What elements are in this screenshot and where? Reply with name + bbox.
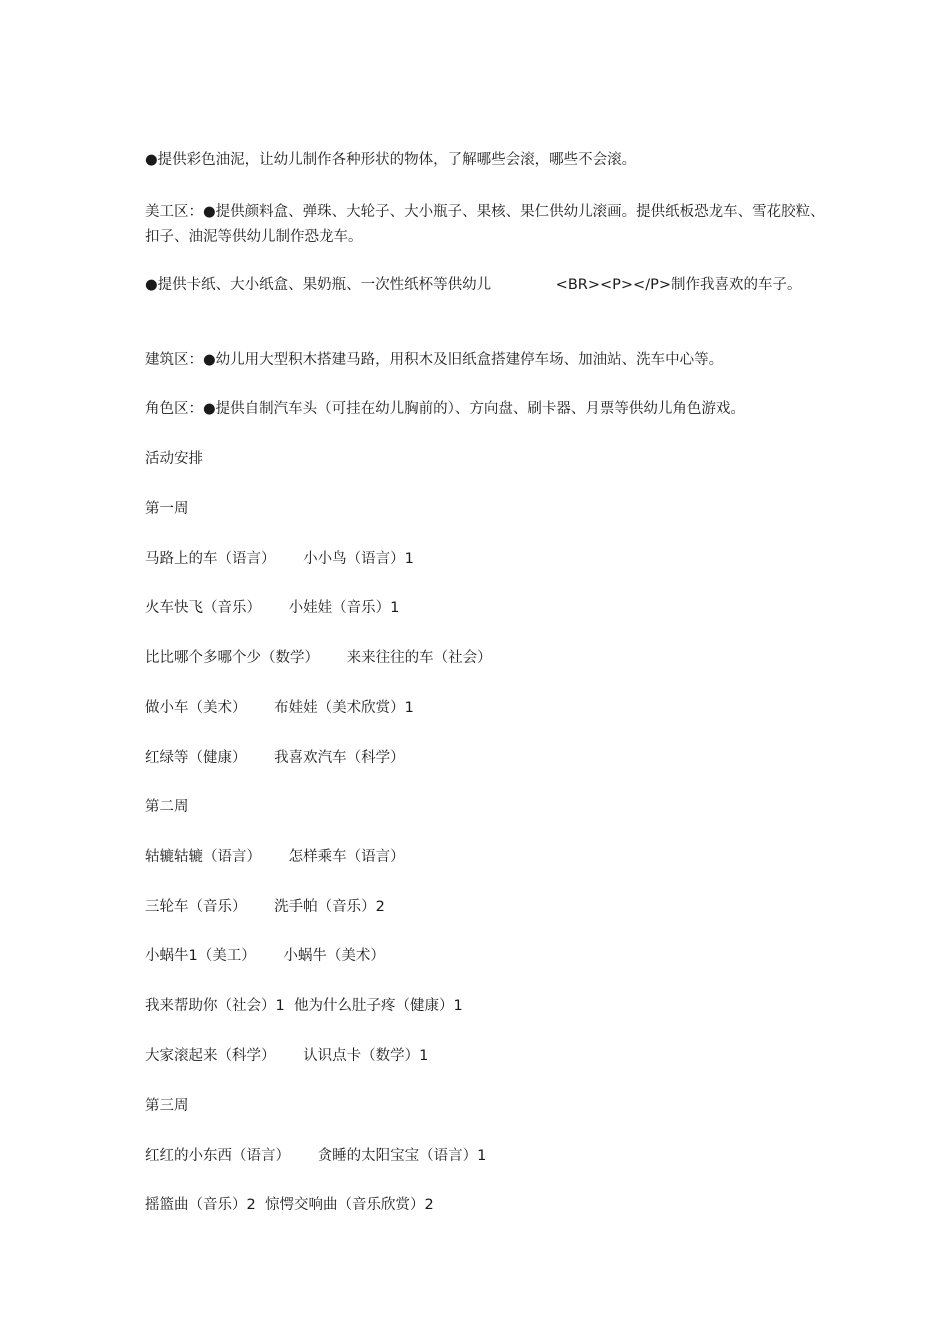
schedule-line: 小蜗牛1（美工） 小蜗牛（美术）	[145, 948, 385, 964]
schedule-line: 我来帮助你（社会）1 他为什么肚子疼（健康）1	[145, 998, 463, 1014]
schedule-line: 三轮车（音乐） 洗手帕（音乐）2	[145, 899, 385, 915]
schedule-line: 红绿等（健康） 我喜欢汽车（科学）	[145, 750, 405, 766]
schedule-line: 火车快飞（音乐） 小娃娃（音乐）1	[145, 600, 400, 616]
schedule-line: 摇篮曲（音乐）2 惊愕交响曲（音乐欣赏）2	[145, 1197, 434, 1213]
schedule-line: 轱辘轱辘（语言） 怎样乘车（语言）	[145, 849, 405, 865]
heading-week-1: 第一周	[145, 501, 189, 517]
paragraph-art-area: 美工区：●提供颜料盒、弹珠、大轮子、大小瓶子、果核、果仁供幼儿滚画。提供纸板恐龙车、雪花胶粒、扣子、油泥等供幼儿制作恐龙车。	[145, 204, 825, 245]
schedule-line: 大家滚起来（科学） 认识点卡（数学）1	[145, 1048, 429, 1064]
schedule-line: 马路上的车（语言） 小小鸟（语言）1	[145, 551, 414, 567]
paragraph-building-area: 建筑区：●幼儿用大型积木搭建马路，用积木及旧纸盒搭建停车场、加油站、洗车中心等。	[145, 352, 724, 368]
schedule-line: 比比哪个多哪个少（数学） 来来往往的车（社会）	[145, 650, 492, 666]
paragraph-clay-activity: ●提供彩色油泥，让幼儿制作各种形状的物体，了解哪些会滚，哪些不会滚。	[145, 152, 637, 168]
paragraph-role-area: 角色区：●提供自制汽车头（可挂在幼儿胸前的）、方向盘、刷卡器、月票等供幼儿角色游戏。	[145, 401, 745, 417]
heading-week-2: 第二周	[145, 799, 189, 815]
schedule-line: 做小车（美术） 布娃娃（美术欣赏）1	[145, 700, 414, 716]
schedule-line: 红红的小东西（语言） 贪睡的太阳宝宝（语言）1	[145, 1148, 487, 1164]
paragraph-cardboard-materials: ●提供卡纸、大小纸盒、果奶瓶、一次性纸杯等供幼儿 <BR><P></P>制作我喜欢的车子。	[145, 277, 802, 293]
heading-activity-schedule: 活动安排	[145, 451, 203, 467]
heading-week-3: 第三周	[145, 1098, 189, 1114]
